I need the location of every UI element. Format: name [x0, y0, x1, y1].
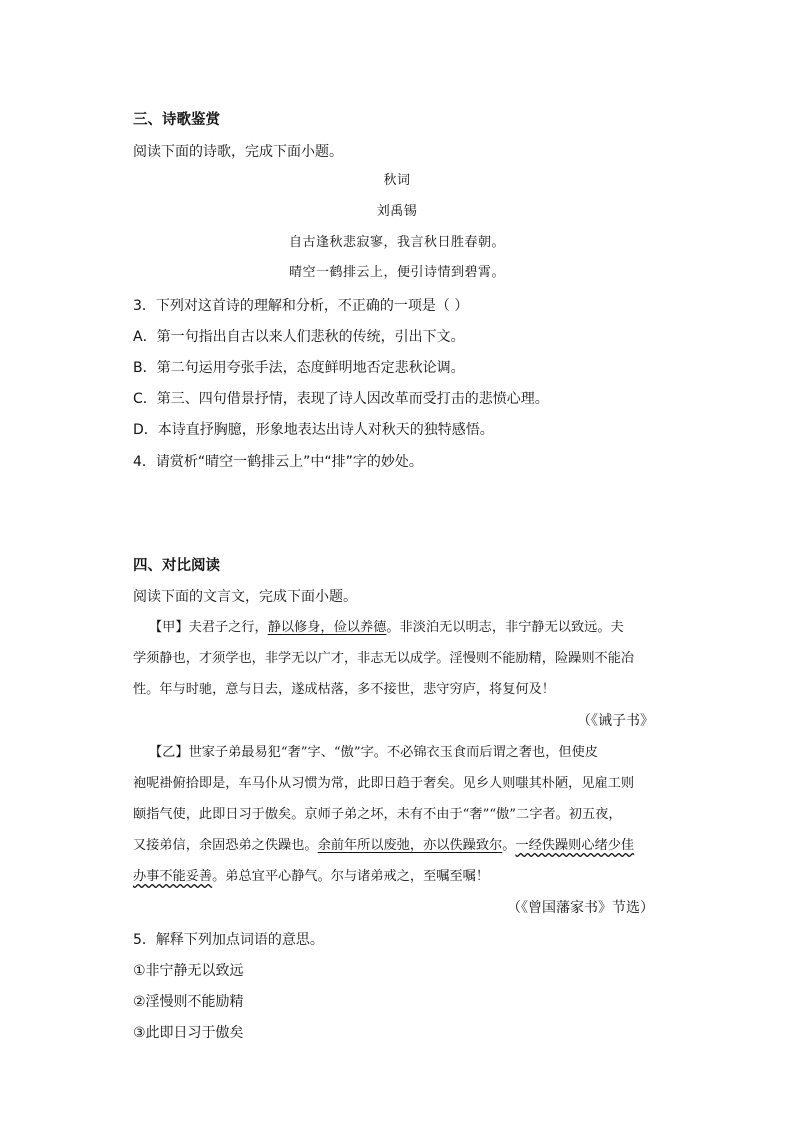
jia-line-2: 学须静也，才须学也，非学无以广才，非志无以成学。淫慢则不能励精，险躁则不能冶: [133, 651, 635, 666]
section3-heading: 三、诗歌鉴赏: [133, 112, 220, 128]
yi-source: （《曾国藩家书》节选）: [507, 900, 654, 916]
yi-line-3: 颐指气使，此即日习于傲矣。京师子弟之坏，未有不由于“奢”“傲”二字者。初五夜，: [133, 807, 622, 822]
question-5-item-3: ③此即日习于傲矣: [133, 1025, 244, 1041]
question-5-item-1: ①非宁静无以致远: [133, 963, 244, 979]
wavy-underlined-sentence-end: 办事不能妥善: [133, 869, 213, 884]
jia-source: （《诫子书》: [577, 713, 654, 729]
question-3-option-a: A．第一句指出自古以来人们悲秋的传统，引出下文。: [133, 329, 465, 345]
poem-author: 刘禹锡: [376, 204, 418, 219]
question-3-option-b: B．第二句运用夸张手法，态度鲜明地否定悲秋论调。: [133, 360, 465, 376]
jia-line-1: 【甲】夫君子之行，静以修身，俭以养德。非淡泊无以明志，非宁静无以致远。夫: [149, 620, 624, 635]
yi-line-2: 袍呢褂俯拾即是，车马仆从习惯为常，此即日趋于奢矣。见乡人则嗤其朴陋，见雇工则: [133, 776, 635, 791]
poem-line-2: 晴空一鹤排云上，便引诗情到碧霄。: [288, 265, 505, 280]
yi-line-1: 【乙】世家子弟最易犯“奢”字、“傲”字。不必锦衣玉食而后谓之奢也，但使皮: [149, 745, 598, 760]
question-5-item-2: ②淫慢则不能励精: [133, 994, 244, 1010]
jia-tag: 【甲】: [149, 620, 189, 635]
section4-heading: 四、对比阅读: [133, 558, 220, 574]
question-3-option-c: C．第三、四句借景抒情，表现了诗人因改革而受打击的悲愤心理。: [133, 391, 549, 407]
poem-line-1: 自古逢秋悲寂寥，我言秋日胜春朝。: [288, 235, 505, 250]
underlined-phrase: 静以修身，俭以养德: [267, 620, 387, 635]
poem-title: 秋词: [383, 173, 411, 188]
yi-tag: 【乙】: [149, 745, 189, 760]
jia-line-3: 性。年与时驰，意与日去，遂成枯落，多不接世，悲守穷庐，将复何及！: [133, 682, 555, 697]
question-3-stem: 3．下列对这首诗的理解和分析，不正确的一项是（ ）: [133, 298, 469, 314]
section4-instruction: 阅读下面的文言文，完成下面小题。: [133, 589, 357, 605]
underlined-sentence: 余前年所以废弛，亦以佚躁致尔: [317, 838, 503, 853]
question-5-stem: 5．解释下列加点词语的意思。: [133, 932, 324, 948]
wavy-underlined-sentence: 一经佚躁则心绪少佳: [515, 838, 635, 853]
question-3-option-d: D．本诗直抒胸臆，形象地表达出诗人对秋天的独特感悟。: [133, 422, 494, 438]
yi-line-4: 又接弟信，余固恐弟之佚躁也。余前年所以废弛，亦以佚躁致尔。一经佚躁则心绪少佳: [133, 838, 635, 853]
section3-instruction: 阅读下面的诗歌，完成下面小题。: [133, 144, 343, 160]
yi-line-5: 办事不能妥善。弟总宜平心静气。尔与诸弟戒之，至嘱至嘱！: [133, 869, 490, 884]
question-4-stem: 4．请赏析“晴空一鹤排云上”中“排”字的妙处。: [133, 454, 423, 470]
